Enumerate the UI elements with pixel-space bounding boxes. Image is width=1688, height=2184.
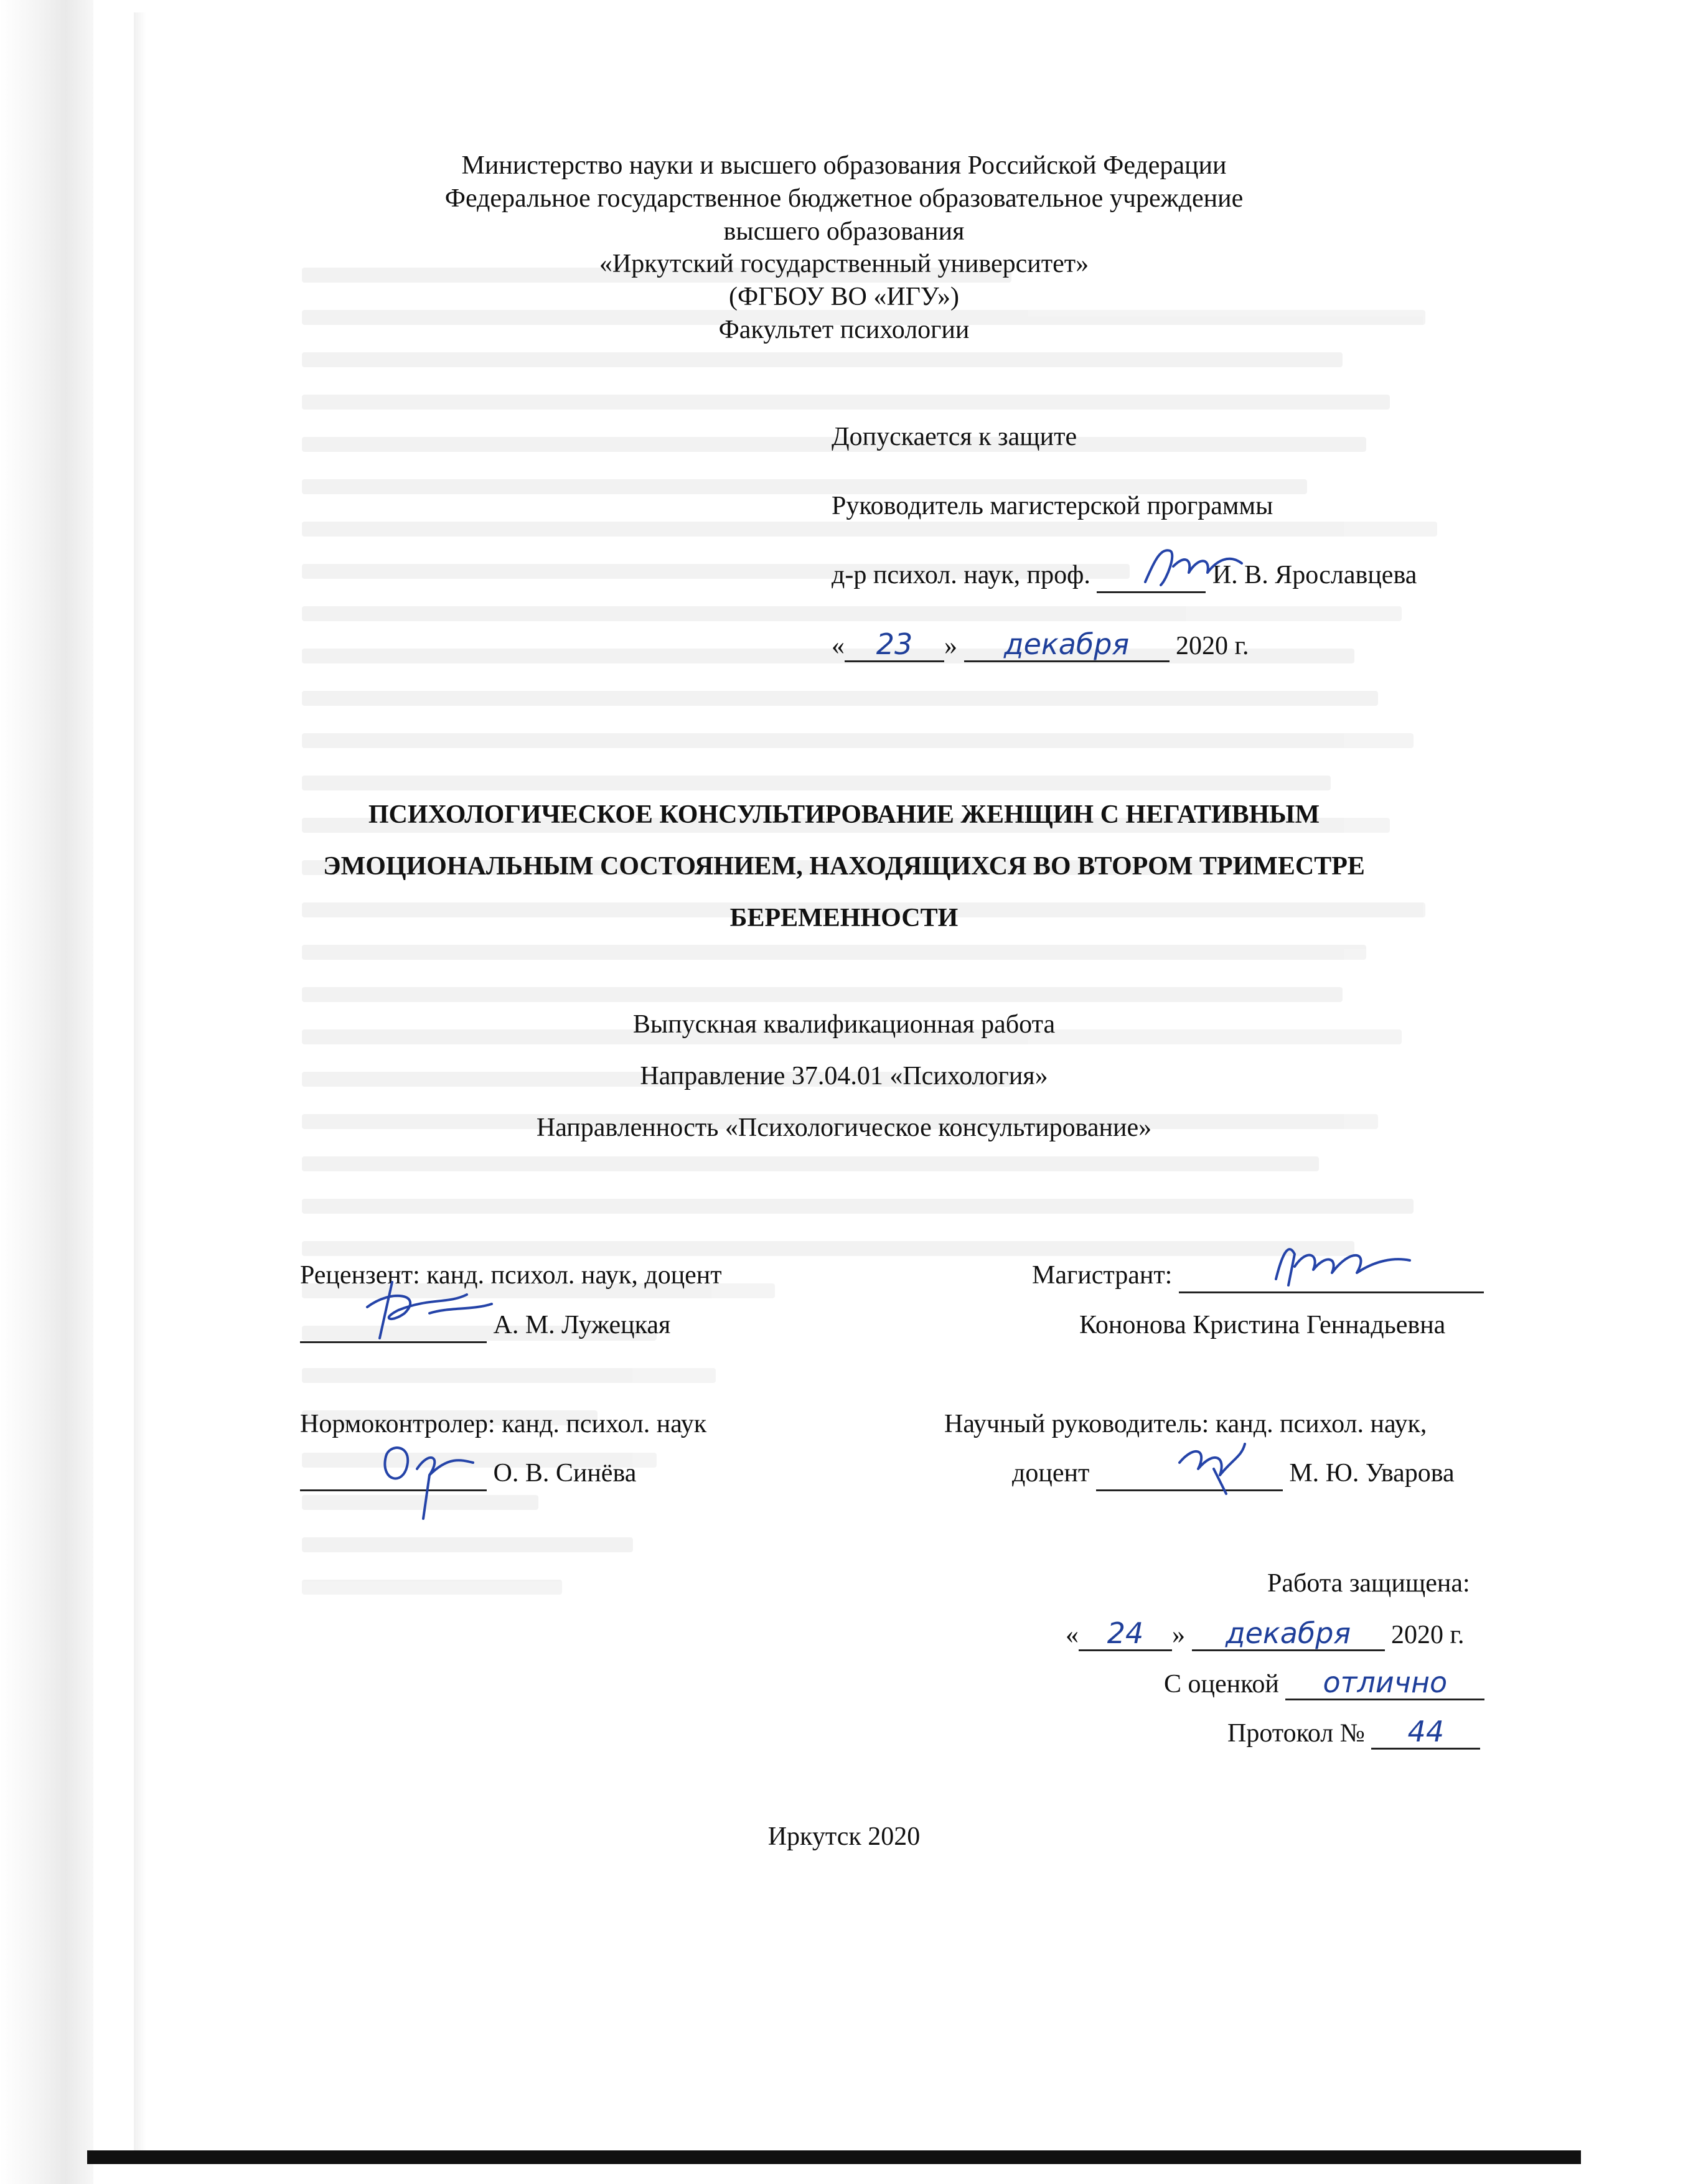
defense-date-line: « 24 » декабря 2020 г. — [1066, 1616, 1465, 1650]
thesis-title-line-2: ЭМОЦИОНАЛЬНЫМ СОСТОЯНИЕМ, НАХОДЯЩИХСЯ ВО ВТОРОМ ТРИМЕСТРЕ — [323, 852, 1365, 881]
norm-controller-signature — [373, 1432, 479, 1525]
faculty-line: Факультет психологии — [718, 316, 970, 344]
admitted-line: Допускается к защите — [832, 423, 1077, 451]
program-head-name: И. В. Ярославцева — [1212, 561, 1417, 589]
defense-year: 2020 г. — [1391, 1621, 1465, 1649]
defense-label: Работа защищена: — [1267, 1569, 1470, 1598]
institution-type-line: Федеральное государственное бюджетное образовательное учреждение — [444, 184, 1244, 213]
program-head-line — [832, 559, 1417, 593]
student-label: Магистрант: — [1032, 1261, 1173, 1290]
work-direction: Направление 37.04.01 «Психология» — [640, 1062, 1048, 1090]
norm-controller-name: О. В. Синёва — [493, 1459, 637, 1488]
program-head-role: Руководитель магистерской программы — [832, 492, 1273, 520]
grade-label: С оценкой — [1164, 1670, 1279, 1699]
approval-date-line: « 23 » декабря 2020 г. — [832, 627, 1249, 661]
work-focus: Направленность «Психологическое консультирование» — [536, 1113, 1152, 1142]
supervisor-label: Научный руководитель: канд. психол. наук, — [944, 1410, 1427, 1438]
program-head-degree: д-р психол. наук, проф. — [832, 561, 1090, 589]
supervisor-name: М. Ю. Уварова — [1289, 1459, 1455, 1488]
abbreviation-line: (ФГБОУ ВО «ИГУ») — [728, 283, 960, 311]
education-level-line: высшего образования — [723, 217, 965, 246]
reviewer-name: А. М. Лужецкая — [493, 1311, 671, 1339]
protocol-number: 44 — [1371, 1715, 1480, 1750]
supervisor-prefix: доцент — [1012, 1459, 1090, 1488]
student-name: Кононова Кристина Геннадьевна — [1079, 1311, 1446, 1339]
protocol-label: Протокол № — [1227, 1719, 1365, 1748]
thesis-title-line-1: ПСИХОЛОГИЧЕСКОЕ КОНСУЛЬТИРОВАНИЕ ЖЕНЩИН С НЕГАТИВНЫМ — [368, 800, 1320, 829]
student-sign-line — [1032, 1259, 1484, 1293]
ministry-line: Министерство науки и высшего образования Российской Федерации — [461, 151, 1227, 180]
program-head-signature — [1142, 541, 1248, 591]
approval-year: 2020 г. — [1176, 632, 1249, 660]
grade-line — [1164, 1666, 1484, 1700]
defense-month: декабря — [1192, 1617, 1385, 1651]
reviewer-signature — [355, 1276, 498, 1344]
protocol-line — [1227, 1715, 1480, 1750]
student-signature — [1264, 1235, 1413, 1304]
approval-day: 23 — [845, 628, 944, 662]
scan-bottom-edge — [87, 2150, 1581, 2164]
university-line: «Иркутский государственный университет» — [599, 250, 1089, 278]
thesis-title-line-3: БЕРЕМЕННОСТИ — [729, 904, 959, 932]
reviewer-label: Рецензент: канд. психол. наук, доцент — [300, 1261, 722, 1290]
supervisor-signature — [1170, 1432, 1251, 1500]
defense-day: 24 — [1079, 1617, 1172, 1651]
grade-value: отлично — [1285, 1666, 1484, 1700]
norm-controller-label: Нормоконтролер: канд. психол. наук — [300, 1410, 707, 1438]
approval-month: декабря — [964, 628, 1170, 662]
work-type: Выпускная квалификационная работа — [632, 1010, 1056, 1039]
city-year: Иркутск 2020 — [767, 1822, 921, 1851]
